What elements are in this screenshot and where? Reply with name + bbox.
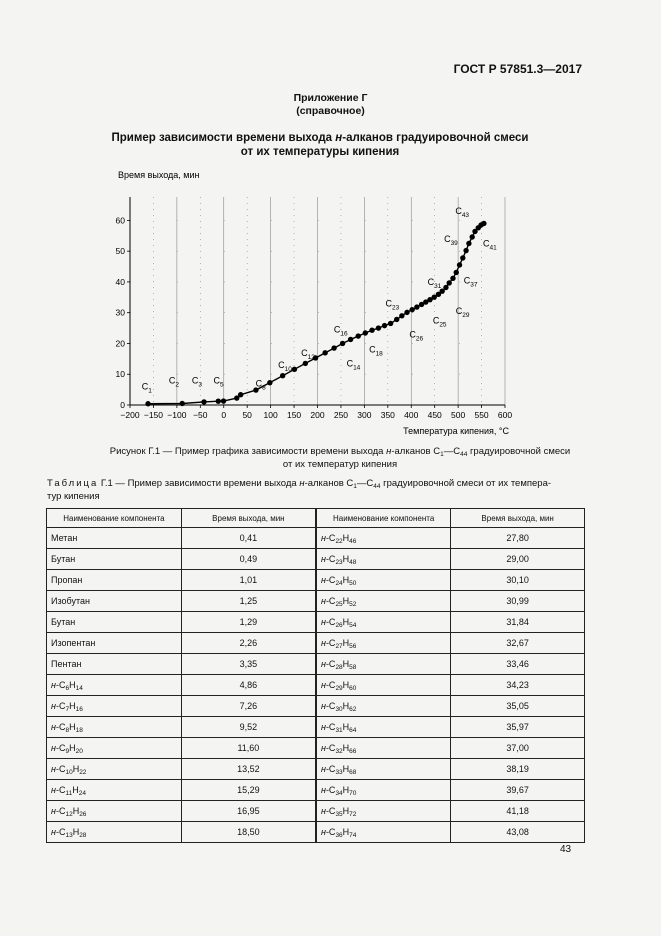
retention-time: 0,41	[181, 528, 316, 549]
table-row	[47, 822, 585, 843]
section-title-line2: от их температуры кипения	[240, 146, 400, 158]
point-label: $C_{26}$	[409, 329, 424, 343]
component-name: Бутан	[47, 549, 182, 570]
retention-time: 31,84	[451, 612, 585, 633]
retention-time: 3,35	[181, 654, 316, 675]
component-name: Бутан	[47, 612, 182, 633]
data-point	[369, 328, 374, 333]
y-tick-label: 40	[115, 276, 125, 287]
data-point	[481, 221, 486, 226]
section-title-line1: Пример зависимости времени выхода н-алканов градуировочной смеси	[111, 132, 529, 144]
data-point	[348, 337, 353, 342]
data-point	[216, 398, 221, 403]
point-label: $C_{23}$	[385, 298, 400, 312]
col-header-time-2: Время выхода, мин	[451, 509, 585, 528]
retention-table	[46, 508, 585, 843]
retention-time: 1,25	[181, 591, 316, 612]
col-header-name-2: Наименование компонента	[316, 509, 451, 528]
retention-time: 32,67	[451, 633, 585, 654]
data-point	[331, 345, 336, 350]
data-point	[447, 280, 452, 285]
point-label: $C_{25}$	[432, 315, 447, 329]
x-tick-label: 300	[357, 410, 372, 420]
component-name: $н-C_{31}H_{64}$	[316, 717, 451, 738]
table-row	[47, 801, 585, 822]
x-tick-label: −150	[143, 410, 164, 420]
point-label: $C_{18}$	[369, 344, 383, 358]
retention-time: 35,97	[451, 717, 585, 738]
y-tick-label: 60	[115, 215, 125, 226]
appendix-label: Приложение Г	[293, 92, 368, 104]
data-point	[414, 304, 419, 309]
data-point	[145, 401, 150, 406]
x-tick-label: 150	[286, 410, 302, 420]
retention-time: 0,49	[181, 549, 316, 570]
standard-number: ГОСТ Р 57851.3—2017	[453, 62, 582, 76]
retention-time: 34,23	[451, 675, 585, 696]
y-tick-label: 50	[115, 246, 125, 257]
data-point	[340, 341, 345, 346]
data-point	[454, 270, 459, 275]
point-label: $C_{10}$	[278, 360, 292, 374]
x-tick-label: −100	[167, 410, 187, 420]
component-name: Пропан	[47, 570, 182, 591]
retention-time: 43,08	[451, 822, 585, 843]
retention-time: 7,26	[181, 696, 316, 717]
table-row	[47, 717, 585, 738]
table-header-row	[47, 509, 585, 528]
x-tick-label: 350	[380, 410, 395, 420]
series-line	[148, 223, 484, 403]
x-tick-label: 250	[333, 410, 349, 420]
component-name: $н-C_{13}H_{28}$	[47, 822, 182, 843]
x-tick-label: 200	[310, 410, 325, 420]
point-label: $C_8$	[255, 378, 266, 392]
table-caption-line2: тур кипения	[47, 491, 100, 502]
component-name: $н-C_{12}H_{26}$	[47, 801, 182, 822]
data-point	[466, 241, 471, 246]
retention-time: 1,29	[181, 612, 316, 633]
data-point	[280, 373, 285, 378]
x-tick-label: 600	[497, 410, 513, 420]
data-point	[303, 361, 308, 366]
point-label: $C_{41}$	[482, 238, 497, 252]
page-number: 43	[560, 844, 572, 855]
y-tick-label: 10	[115, 369, 125, 380]
retention-time: 38,19	[451, 759, 585, 780]
retention-time: 4,86	[181, 675, 316, 696]
component-name: $н-C_{26}H_{54}$	[316, 612, 451, 633]
table-row	[47, 549, 585, 570]
component-name: $н-C_{22}H_{46}$	[316, 528, 451, 549]
point-label: $C_{12}$	[301, 347, 315, 361]
x-tick-label: 400	[404, 410, 419, 420]
table-row	[47, 696, 585, 717]
component-name: $н-C_{10}H_{22}$	[47, 759, 182, 780]
retention-time: 35,05	[451, 696, 585, 717]
retention-time: 29,00	[451, 549, 585, 570]
component-name: $н-C_9H_{20}$	[47, 738, 182, 759]
point-label: $C_2$	[168, 375, 180, 389]
figure-caption	[40, 445, 640, 471]
retention-time: 15,29	[181, 780, 316, 801]
data-point	[463, 248, 468, 253]
retention-time: 1,01	[181, 570, 316, 591]
point-label: $C_{39}$	[444, 233, 458, 247]
table-row	[47, 591, 585, 612]
component-name: Пентан	[47, 654, 182, 675]
table-row	[47, 759, 585, 780]
component-name: $н-C_{33}H_{68}$	[316, 759, 451, 780]
figure-caption-line1: Рисунок Г.1 — Пример графика зависимости времени выхода н-алканов $С_1—С_{44}$ градуировочной смеси	[109, 446, 571, 458]
retention-time: 13,52	[181, 759, 316, 780]
appendix-note: (справочное)	[296, 105, 365, 117]
x-tick-label: 450	[427, 410, 442, 420]
y-axis-label: Время выхода, мин	[118, 170, 200, 180]
retention-time: 11,60	[181, 738, 316, 759]
retention-time: 27,80	[451, 528, 585, 549]
component-name: $н-C_{27}H_{56}$	[316, 633, 451, 654]
retention-time: 33,46	[451, 654, 585, 675]
table-row	[47, 528, 585, 549]
point-label: $C_1$	[141, 381, 152, 395]
data-point	[409, 307, 414, 312]
x-tick-label: 50	[242, 410, 252, 420]
component-name: $н-C_{30}H_{62}$	[316, 696, 451, 717]
data-point	[399, 313, 404, 318]
retention-time: 30,99	[451, 591, 585, 612]
point-label: $C_{31}$	[427, 277, 442, 290]
appendix-heading	[0, 92, 661, 118]
component-name: $н-C_8H_{18}$	[47, 717, 182, 738]
point-label: $C_{29}$	[455, 306, 470, 320]
x-tick-label: 0	[221, 410, 227, 420]
component-name: $н-C_{32}H_{66}$	[316, 738, 451, 759]
retention-time: 16,95	[181, 801, 316, 822]
component-name: $н-C_{25}H_{52}$	[316, 591, 451, 612]
component-name: $н-C_{34}H_{70}$	[316, 780, 451, 801]
table-row	[47, 612, 585, 633]
y-tick-label: 20	[115, 338, 125, 349]
section-title	[60, 131, 580, 159]
retention-time: 2,26	[181, 633, 316, 654]
component-name: $н-C_{23}H_{48}$	[316, 549, 451, 570]
data-point	[180, 401, 185, 406]
data-point	[292, 367, 297, 372]
data-point	[267, 380, 272, 385]
component-name: Изобутан	[47, 591, 182, 612]
data-point	[221, 398, 226, 403]
x-tick-label: 550	[474, 410, 489, 420]
component-name: $н-C_6H_{14}$	[47, 675, 182, 696]
x-tick-label: −50	[193, 410, 208, 420]
y-tick-label: 0	[120, 400, 125, 410]
col-header-time-1: Время выхода, мин	[181, 509, 316, 528]
component-name: Изопентан	[47, 633, 182, 654]
retention-time: 37,00	[451, 738, 585, 759]
component-name: $н-C_{36}H_{74}$	[316, 822, 451, 843]
point-label: $C_{14}$	[346, 358, 361, 372]
data-point	[388, 321, 393, 326]
point-label: $C_{43}$	[455, 206, 470, 220]
table-row	[47, 654, 585, 675]
component-name: $н-C_{24}H_{50}$	[316, 570, 451, 591]
data-point	[404, 310, 409, 315]
component-name: $н-C_{28}H_{58}$	[316, 654, 451, 675]
retention-time: 30,10	[451, 570, 585, 591]
figure-caption-line2: от их температур кипения	[282, 459, 398, 470]
data-point	[469, 234, 474, 239]
table-row	[47, 780, 585, 801]
point-label: $C_5$	[213, 375, 224, 389]
data-point	[356, 333, 361, 338]
table-row	[47, 675, 585, 696]
retention-time: 18,50	[181, 822, 316, 843]
component-name: $н-C_{29}H_{60}$	[316, 675, 451, 696]
col-header-name-1: Наименование компонента	[47, 509, 182, 528]
table-row	[47, 570, 585, 591]
component-name: Метан	[47, 528, 182, 549]
table-row	[47, 738, 585, 759]
data-point	[376, 325, 381, 330]
point-label: $C_3$	[191, 375, 202, 389]
retention-time: 9,52	[181, 717, 316, 738]
retention-time-chart	[110, 165, 530, 445]
component-name: $н-C_{35}H_{72}$	[316, 801, 451, 822]
data-point	[238, 392, 243, 397]
retention-time: 39,67	[451, 780, 585, 801]
data-point	[460, 255, 465, 260]
table-caption-line1: Таблица Г.1 — Пример зависимости времени выхода н-алканов $С_1—С_{44}$ градуировочной смеси от их темпера-	[47, 478, 552, 490]
x-axis-label: Температура кипения, °C	[403, 426, 509, 436]
table-caption	[47, 477, 592, 503]
component-name: $н-C_{11}H_{24}$	[47, 780, 182, 801]
data-point	[322, 350, 327, 355]
data-point	[201, 399, 206, 404]
data-point	[394, 317, 399, 322]
data-point	[457, 262, 462, 267]
x-tick-label: −200	[120, 410, 140, 420]
x-tick-label: 100	[263, 410, 278, 420]
data-point	[450, 276, 455, 281]
x-tick-label: 500	[451, 410, 466, 420]
retention-time: 41,18	[451, 801, 585, 822]
data-point	[363, 330, 368, 335]
data-point	[382, 323, 387, 328]
data-point	[443, 285, 448, 290]
y-tick-label: 30	[115, 307, 125, 318]
component-name: $н-C_7H_{16}$	[47, 696, 182, 717]
table-row	[47, 633, 585, 654]
point-label: $C_{16}$	[333, 324, 348, 338]
point-label: $C_{37}$	[463, 275, 478, 289]
